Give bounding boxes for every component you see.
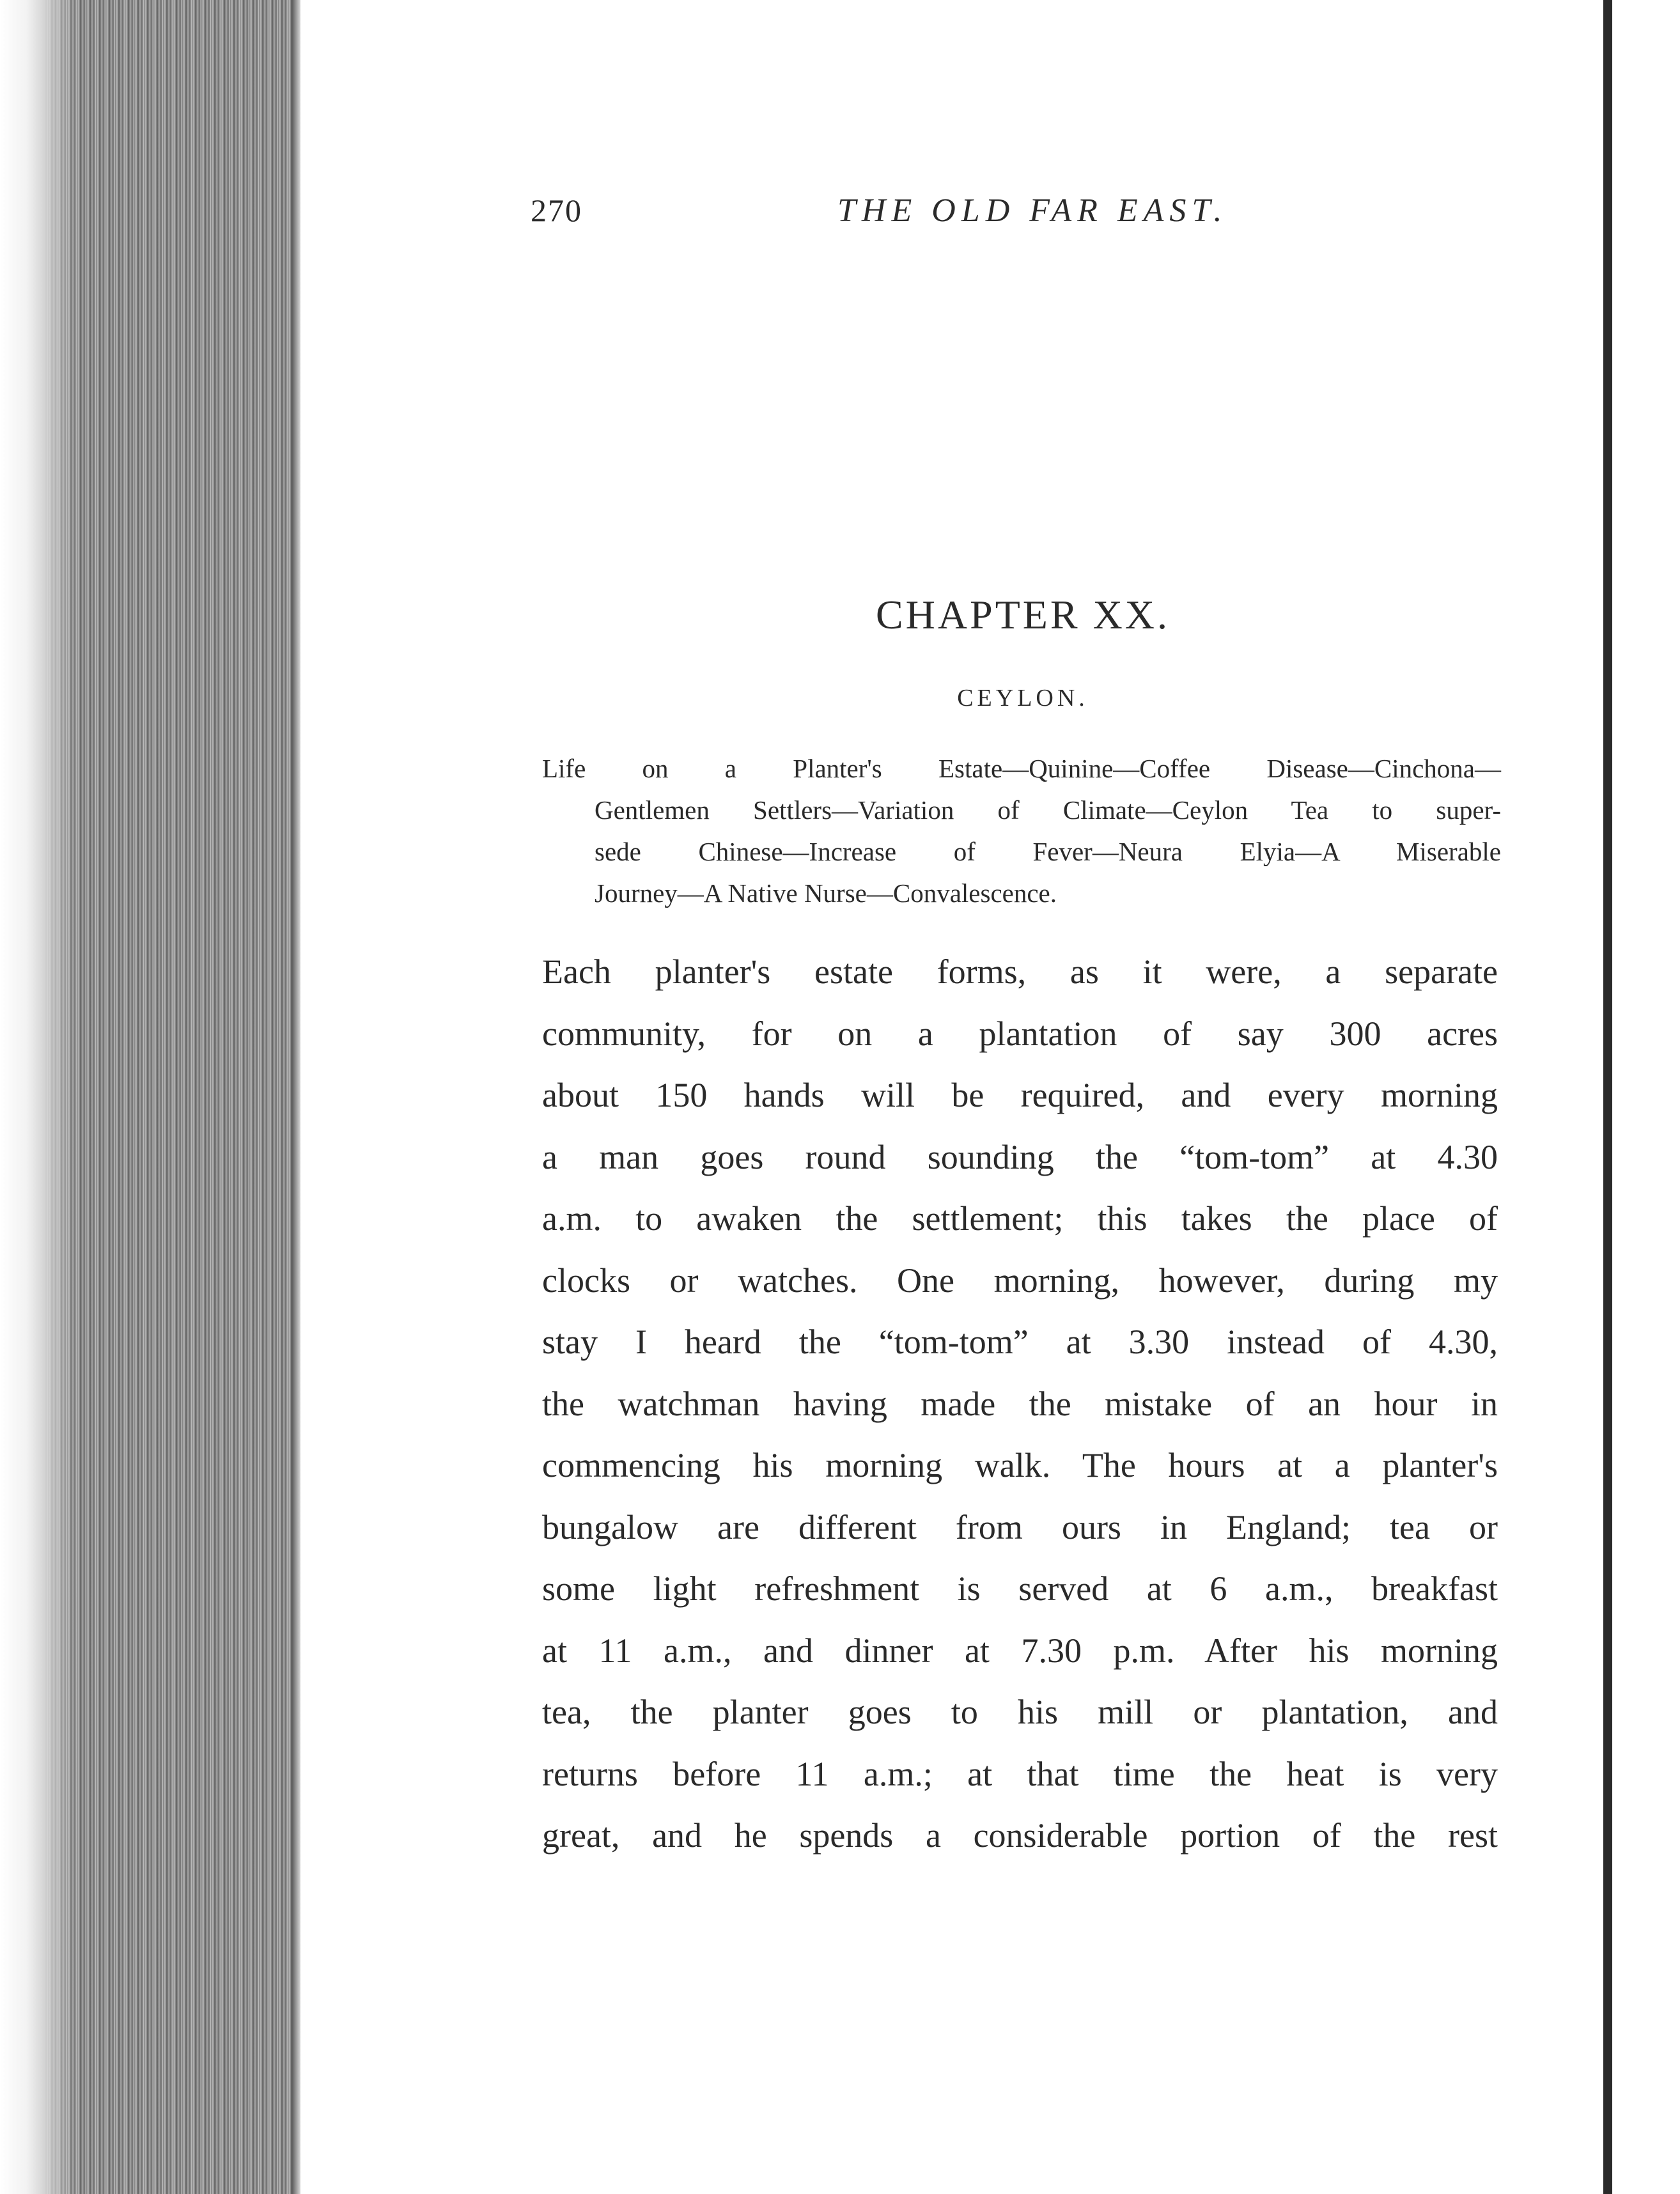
- right-margin: [1612, 0, 1680, 2194]
- body-line: returns before 11 a.m.; at that time the heat is very: [542, 1754, 1498, 1793]
- body-text: [542, 941, 1498, 1867]
- body-line: great, and he spends a considerable portion of the rest: [542, 1816, 1498, 1855]
- body-line: stay I heard the “tom-tom” at 3.30 instead of 4.30,: [542, 1323, 1498, 1361]
- body-line: tea, the planter goes to his mill or plantation, and: [542, 1693, 1498, 1731]
- body-line: community, for on a plantation of say 300 acres: [542, 1014, 1498, 1053]
- body-line: commencing his morning walk. The hours at a planter's: [542, 1446, 1498, 1484]
- synopsis-line: Journey—A Native Nurse—Convalescence.: [595, 878, 1057, 908]
- synopsis-line: Gentlemen Settlers—Variation of Climate—Ceylon Tea to super-: [595, 795, 1501, 825]
- chapter-title: CHAPTER XX.: [875, 592, 1171, 637]
- page-number: 270: [531, 192, 582, 228]
- body-line: bungalow are different from ours in England; tea or: [542, 1507, 1498, 1546]
- page-header: [531, 192, 1502, 243]
- chapter-synopsis: [542, 748, 1501, 914]
- body-line: about 150 hands will be required, and every morning: [542, 1076, 1498, 1114]
- facing-page-edge: [1603, 0, 1612, 2194]
- body-line: at 11 a.m., and dinner at 7.30 p.m. After his morning: [542, 1631, 1498, 1670]
- synopsis-line: sede Chinese—Increase of Fever—Neura Elyia—A Miserable: [595, 837, 1501, 866]
- body-line: the watchman having made the mistake of an hour in: [542, 1384, 1498, 1423]
- body-line: some light refreshment is served at 6 a.m., breakfast: [542, 1569, 1498, 1608]
- chapter-subtitle: CEYLON.: [957, 685, 1089, 712]
- synopsis-line: Life on a Planter's Estate—Quinine—Coffee Disease—Cinchona—: [542, 754, 1501, 783]
- body-line: clocks or watches. One morning, however, during my: [542, 1261, 1498, 1300]
- body-line: a.m. to awaken the settlement; this takes the place of: [542, 1199, 1498, 1238]
- book-page-edges: [0, 0, 300, 2194]
- running-title: THE OLD FAR EAST.: [837, 192, 1228, 229]
- body-line: a man goes round sounding the “tom-tom” at 4.30: [542, 1137, 1498, 1176]
- body-line: Each planter's estate forms, as it were, a separate: [542, 953, 1498, 991]
